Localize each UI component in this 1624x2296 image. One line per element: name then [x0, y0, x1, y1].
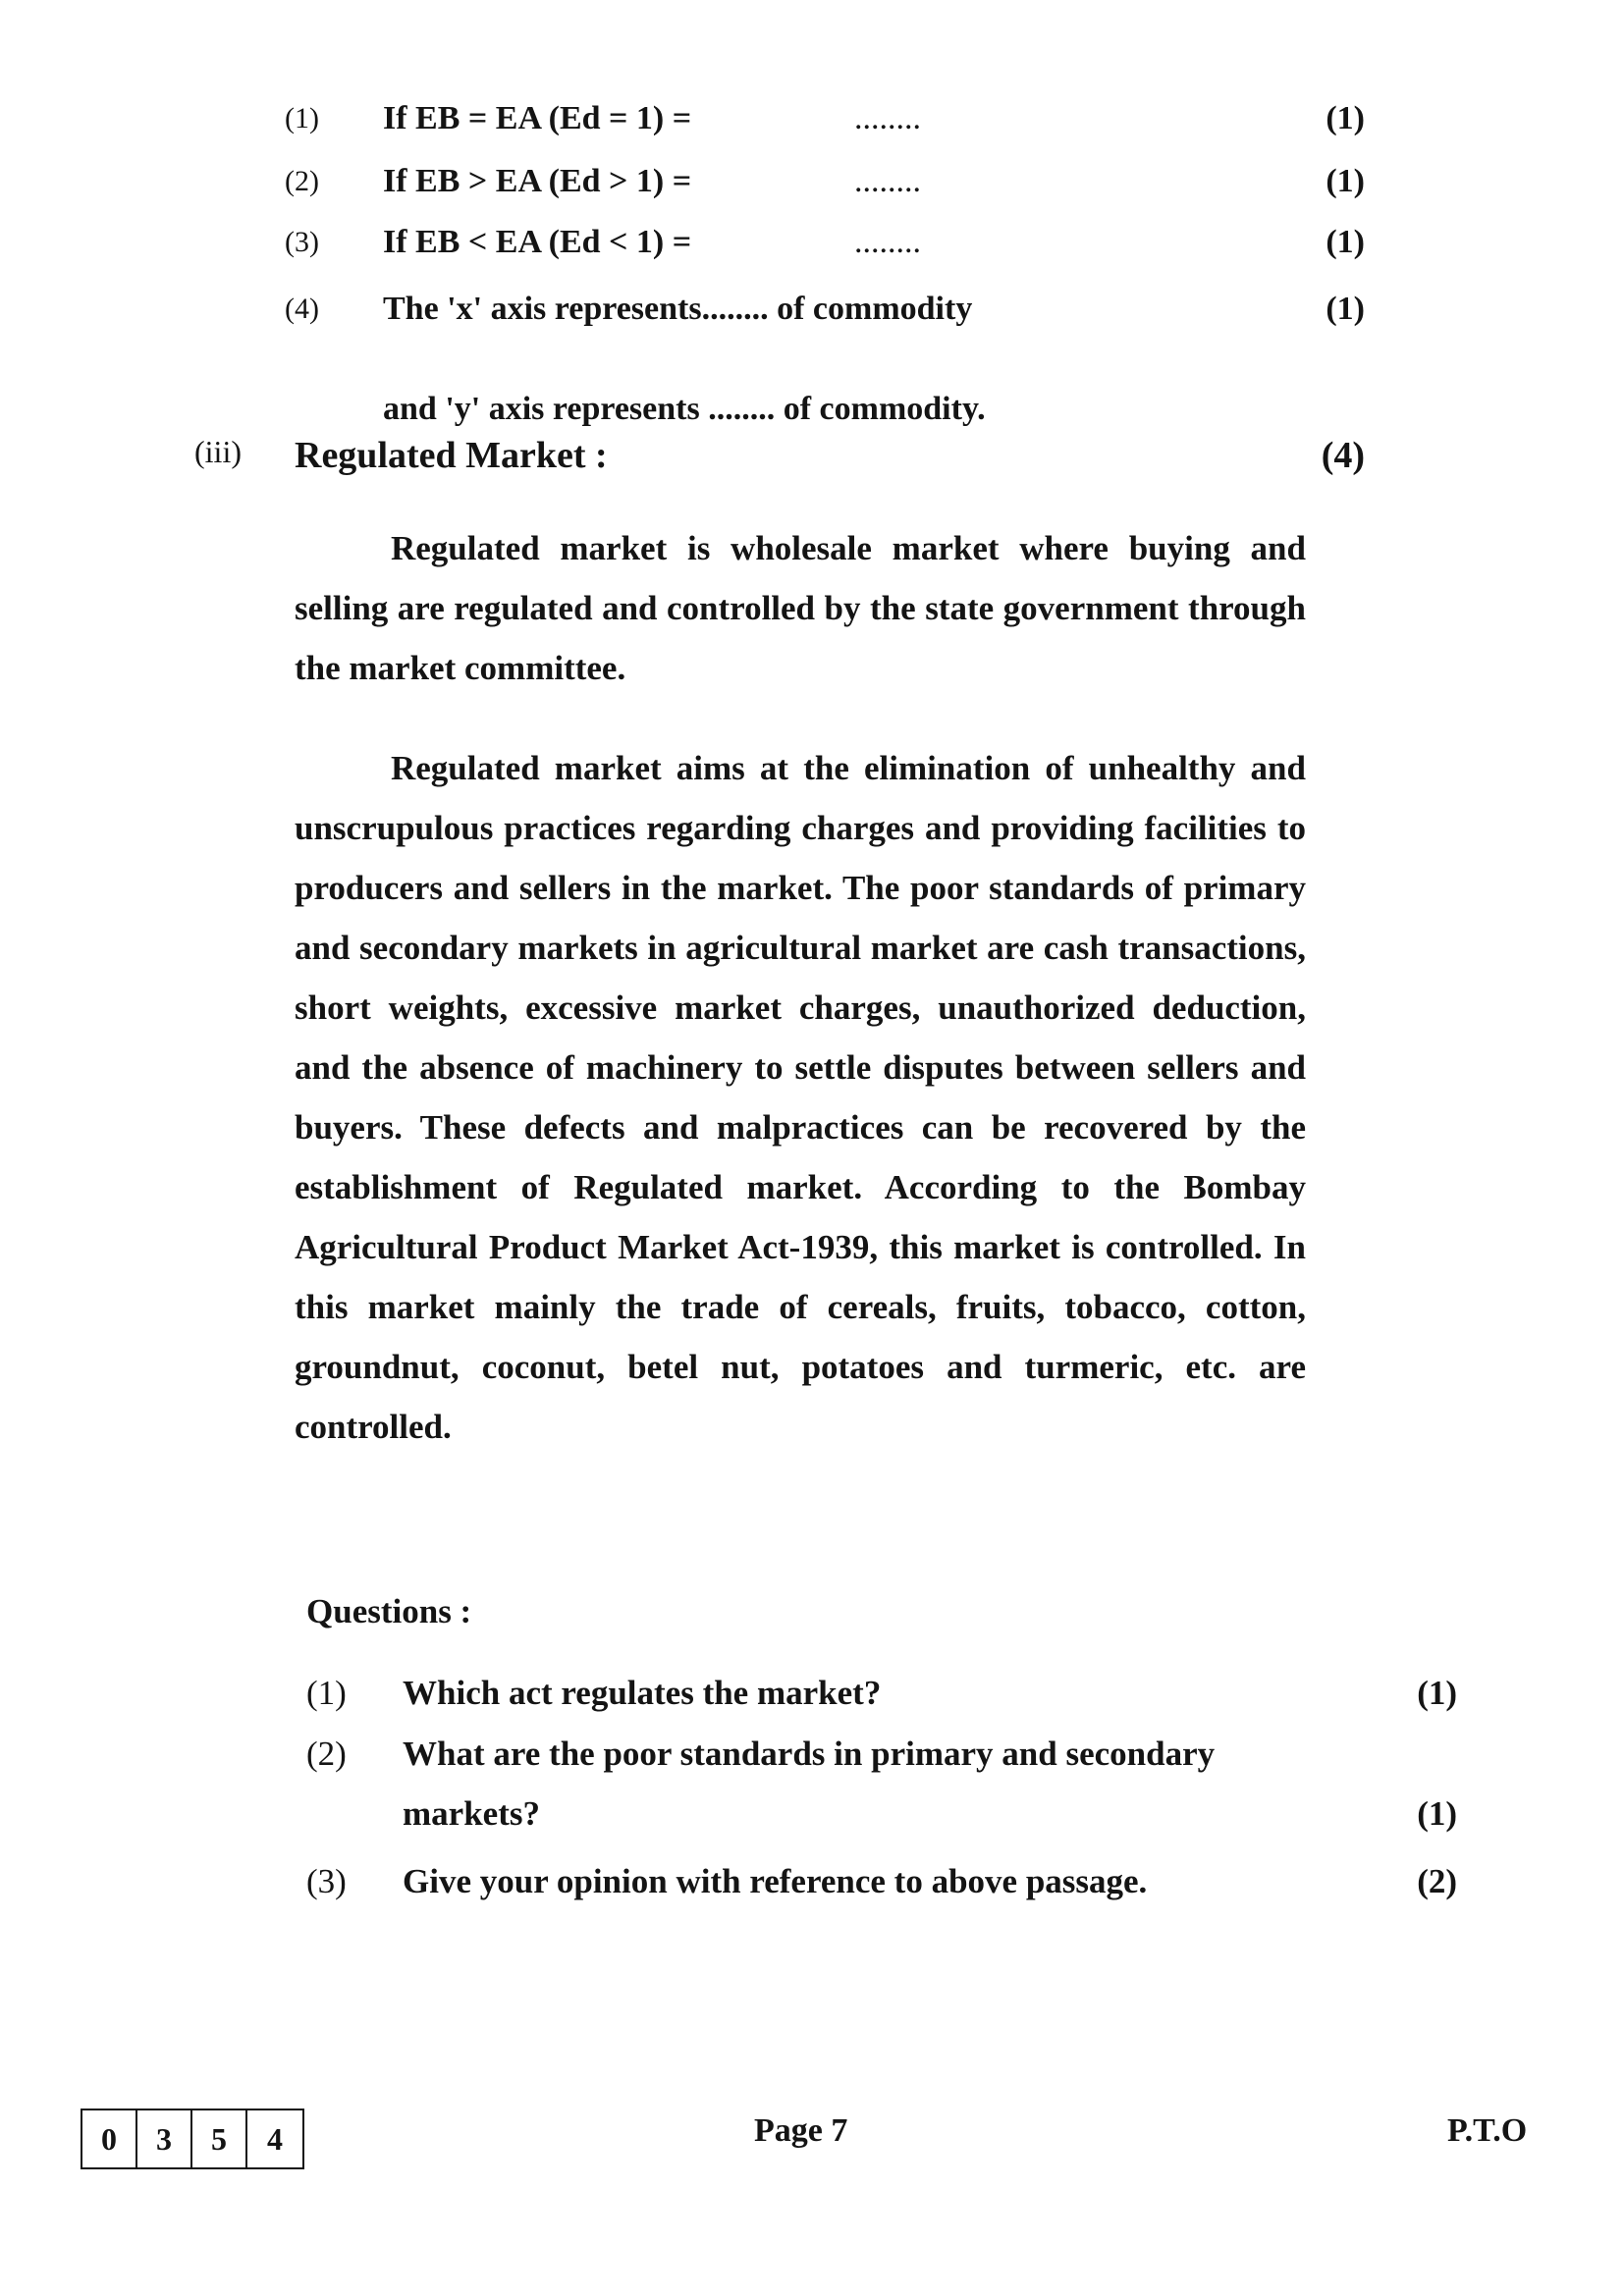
marks-label: (2): [1417, 1862, 1457, 1900]
pto-label: P.T.O: [1447, 2112, 1528, 2149]
fill-blank: ........: [854, 163, 921, 199]
marks-label: (1): [1326, 100, 1365, 136]
fill-blank: ........: [854, 100, 921, 136]
question-item: [306, 1724, 1457, 1843]
marks-label: (1): [1417, 1794, 1457, 1833]
elasticity-item: [285, 157, 1365, 206]
item-number: (4): [285, 293, 319, 325]
item-text: If EB > EA (Ed > 1) =: [383, 163, 692, 199]
paper-code-digit: 0: [82, 2110, 137, 2167]
question-text: Give your opinion with reference to above passage.: [403, 1862, 1148, 1900]
item-number: (2): [285, 165, 319, 197]
marks-label: (1): [1326, 291, 1365, 327]
elasticity-item: [285, 94, 1365, 143]
question-text: Which act regulates the market?: [403, 1674, 882, 1712]
item-text: If EB < EA (Ed < 1) =: [383, 224, 692, 260]
marks-label: (4): [1321, 435, 1365, 476]
marks-label: (1): [1417, 1674, 1457, 1712]
fill-blank: ........: [854, 224, 921, 260]
section-title: Regulated Market :: [295, 435, 608, 476]
passage-paragraph: Regulated market aims at the elimination of unhealthy and unscrupulous practices regarding charges and providing facilities to producers and sellers in the market. The poor standards of primary and secondary markets in agricultural market are cash transactions, short weights, excessive market charges, unauthorized deduction, and the absence of machinery to settle disputes between sellers and buyers. These defects and malpractices can be recovered by the establishment of Regulated market. According to the Bombay Agricultural Product Market Act-1939, this market is controlled. In this market mainly the trade of cereals, fruits, tobacco, cotton, groundnut, coconut, betel nut, potatoes and turmeric, etc. are controlled.: [295, 749, 1306, 1446]
marks-label: (1): [1326, 163, 1365, 199]
passage-paragraph: Regulated market is wholesale market where buying and selling are regulated and controlled by the state government through the market committee.: [295, 529, 1306, 687]
question-number: (2): [306, 1735, 347, 1773]
axis-statement-continued: and 'y' axis represents ........ of commodity.: [383, 391, 986, 427]
marks-label: (1): [1326, 224, 1365, 260]
elasticity-item: [285, 218, 1365, 267]
questions-heading: Questions :: [306, 1592, 472, 1630]
section-heading: [194, 434, 1365, 487]
section-number: (iii): [194, 434, 242, 469]
elasticity-item: [285, 285, 1365, 334]
item-text: The 'x' axis represents........ of commodity: [383, 291, 973, 327]
paper-code-box: [81, 2109, 304, 2169]
question-number: (3): [306, 1862, 347, 1900]
item-number: (1): [285, 102, 319, 134]
paper-code-digit: 5: [192, 2110, 247, 2167]
item-text: If EB = EA (Ed = 1) =: [383, 100, 692, 136]
question-item: [306, 1663, 1457, 1723]
page-number: Page 7: [754, 2112, 848, 2149]
question-number: (1): [306, 1674, 347, 1712]
paper-code-digit: 4: [267, 2121, 283, 2157]
paper-code-digit: 3: [137, 2110, 192, 2167]
question-item: [306, 1851, 1457, 1911]
item-number: (3): [285, 226, 319, 258]
question-text: What are the poor standards in primary and secondary markets?: [403, 1735, 1216, 1833]
